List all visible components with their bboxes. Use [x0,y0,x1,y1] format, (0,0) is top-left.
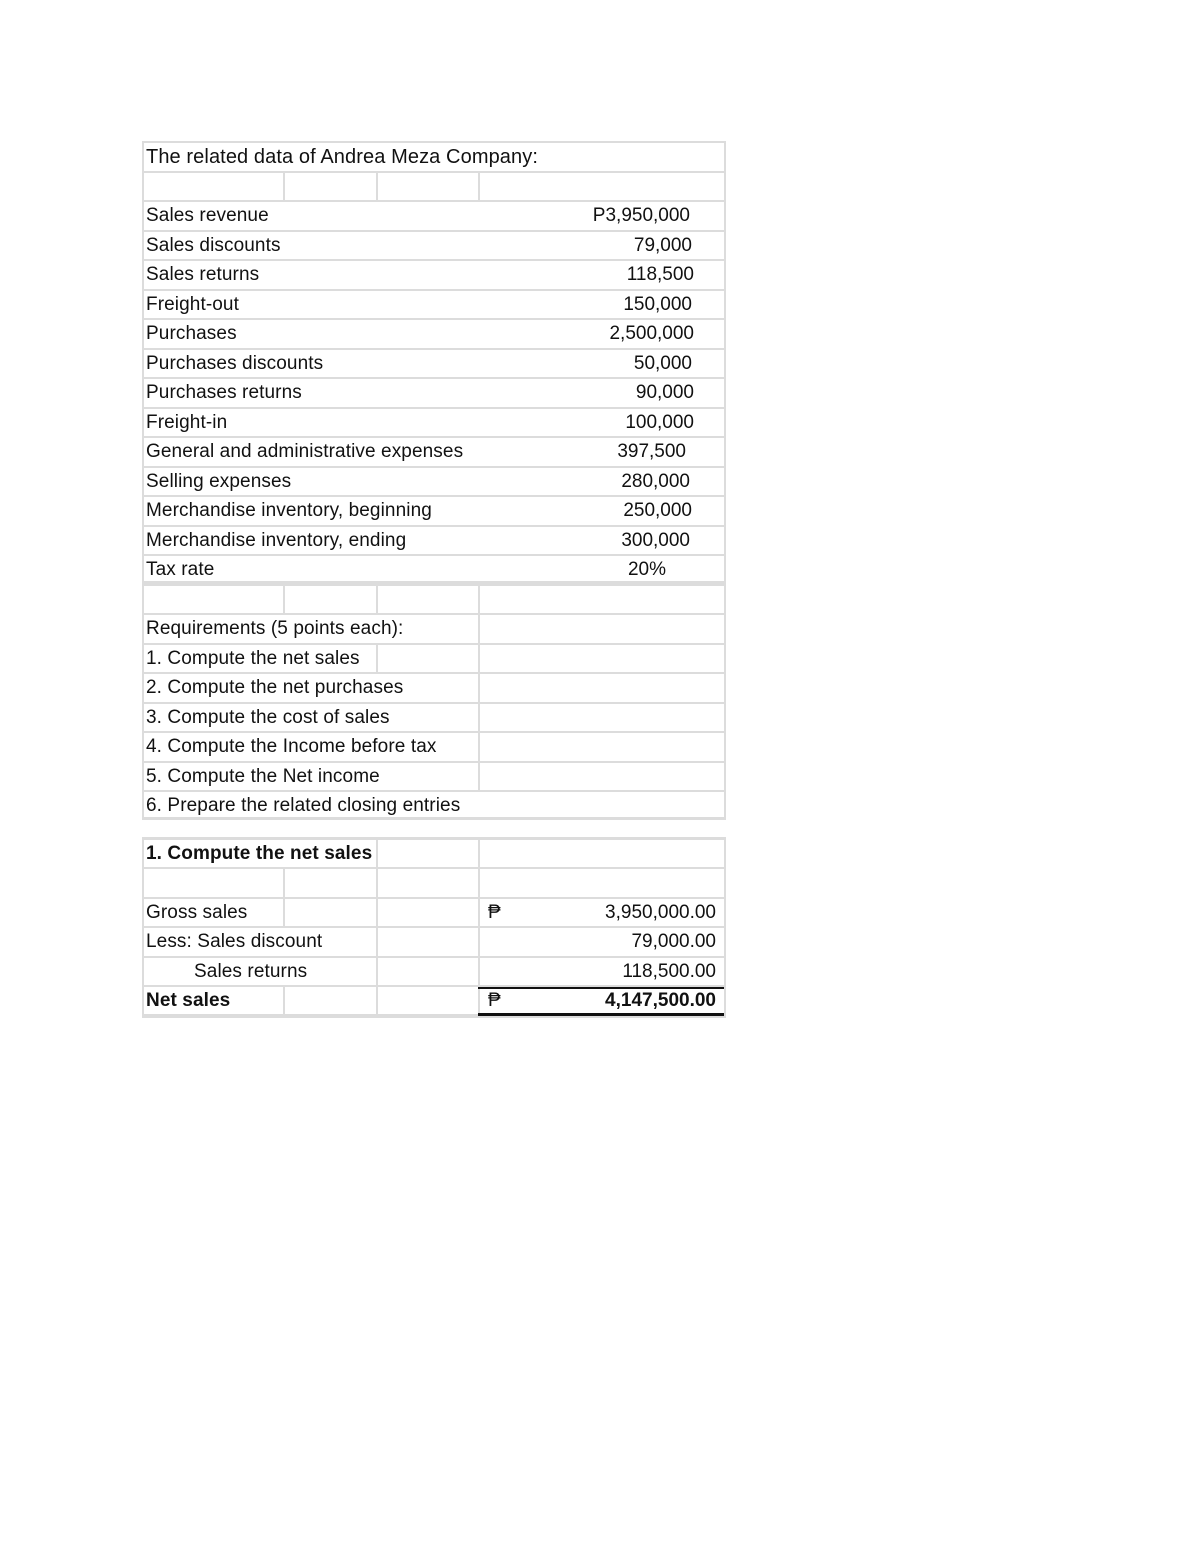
data-row [142,377,726,407]
grid-cell [283,899,285,927]
data-row [142,318,726,348]
gross-sales-label: Gross sales [146,901,248,923]
data-label: Freight-out [146,293,239,315]
grid-cell [376,869,378,897]
data-row [142,554,726,584]
data-value: 20% [627,559,666,580]
gross-sales-row [142,897,726,927]
grid-cell [478,987,480,1014]
grid-cell [478,586,480,614]
grid-cell [376,840,378,868]
grid-cell [478,840,480,868]
net-sales-row [142,985,726,1016]
data-row [142,259,726,289]
sales-discount-label: Less: Sales discount [146,931,323,952]
sales-returns-value: 118,500.00 [622,960,716,982]
grid-cell [376,928,378,956]
total-double-rule [478,1013,726,1016]
grid-cell [376,586,378,614]
requirement-item: 1. Compute the net sales [146,647,360,669]
data-label: Purchases discounts [146,352,324,374]
data-label: General and administrative expenses [146,441,464,462]
grid-cell [478,733,480,761]
net-sales-label: Net sales [146,990,231,1011]
grid-cell [376,645,378,673]
empty-row [142,867,726,897]
data-row [142,407,726,437]
data-value: 90,000 [635,382,694,403]
data-value: 79,000 [633,234,692,256]
grid-cell [478,674,480,702]
requirements-heading: Requirements (5 points each): [146,618,404,639]
data-row [142,436,726,466]
grid-cell [283,586,285,614]
data-label: Sales discounts [146,234,281,256]
data-row [142,230,726,260]
data-value: 300,000 [621,529,690,551]
data-table [142,200,726,584]
grid-cell [478,928,480,956]
empty-row [142,584,726,614]
data-value: 100,000 [625,411,694,433]
data-value: 118,500 [626,264,694,285]
grid-cell [376,173,378,201]
data-label: Sales revenue [146,205,269,226]
data-value: 250,000 [623,500,692,521]
grid-cell [478,958,480,986]
data-row [142,495,726,525]
data-value: P3,950,000 [592,205,690,226]
requirements-heading-row [142,613,726,643]
sales-discount-value: 79,000.00 [631,931,716,952]
page-title: The related data of Andrea Meza Company: [146,146,539,168]
data-row [142,289,726,319]
grid-cell [376,899,378,927]
data-label: Sales returns [146,264,260,285]
sales-returns-row [142,956,726,986]
grid-cell [478,645,480,673]
data-label: Tax rate [146,559,215,580]
answer-heading-row [142,838,726,868]
worksheet [142,141,726,1016]
requirement-item: 5. Compute the Net income [146,765,380,787]
data-label: Merchandise inventory, beginning [146,500,432,521]
data-row [142,466,726,496]
answer-heading: 1. Compute the net sales [146,842,373,864]
requirement-row [142,790,726,820]
data-row [142,348,726,378]
grid-cell [478,173,480,201]
data-label: Merchandise inventory, ending [146,529,407,551]
section-spacer [142,820,726,838]
grid-cell [478,763,480,791]
title-row [142,141,726,171]
data-value: 2,500,000 [609,323,694,344]
requirement-item: 6. Prepare the related closing entries [146,795,461,816]
data-row [142,525,726,555]
data-value: 150,000 [623,293,692,315]
requirement-row [142,761,726,791]
requirement-row [142,643,726,673]
requirement-row [142,702,726,732]
total-top-rule [478,987,726,989]
grid-cell [478,899,480,927]
peso-sign-total: ₱ [488,990,501,1011]
requirement-item: 3. Compute the cost of sales [146,706,390,728]
requirement-row [142,672,726,702]
grid-cell [478,704,480,732]
net-sales-value: 4,147,500.00 [605,990,716,1011]
data-label: Purchases [146,323,237,344]
grid-cell [376,958,378,986]
gross-sales-value: 3,950,000.00 [605,901,716,923]
grid-cell [283,869,285,897]
requirement-item: 2. Compute the net purchases [146,677,404,698]
data-row [142,200,726,230]
sales-discount-row [142,926,726,956]
requirement-row [142,731,726,761]
requirement-item: 4. Compute the Income before tax [146,736,437,757]
grid-cell [478,869,480,897]
grid-cell [283,173,285,201]
data-label: Selling expenses [146,470,292,492]
data-value: 50,000 [633,352,692,374]
grid-cell [376,987,378,1014]
data-label: Freight-in [146,411,228,433]
data-label: Purchases returns [146,382,302,403]
data-value: 280,000 [621,470,690,492]
sales-returns-label: Sales returns [194,960,308,982]
data-value: 397,500 [617,441,686,462]
peso-sign: ₱ [488,901,501,923]
grid-cell [478,615,480,643]
empty-row [142,171,726,201]
grid-cell [283,987,285,1014]
